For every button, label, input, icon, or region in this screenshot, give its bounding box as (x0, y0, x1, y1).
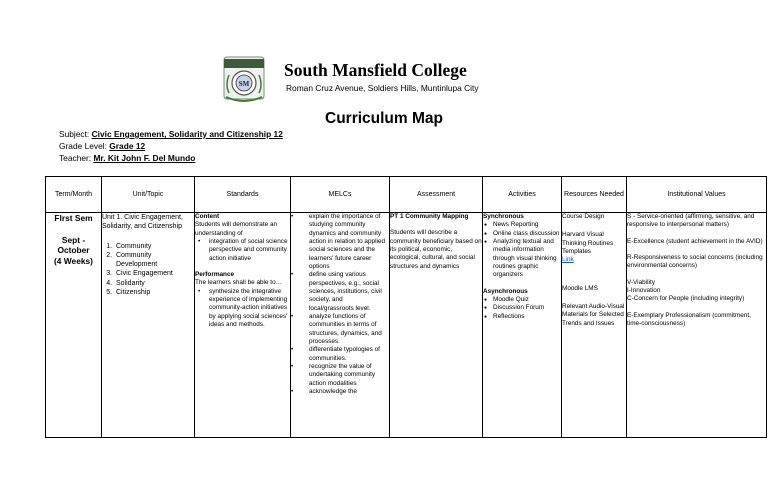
resource-moodle: Moodle LMS (562, 284, 598, 292)
performance-list (195, 288, 290, 330)
content-text: Students will demonstrate an understanding of (195, 221, 278, 237)
list-item: • explain the importance of studying community dynamics and community action in relation to applied social sciences and the learners' future career options (291, 213, 389, 271)
list-item: 4. Solidarity (114, 279, 194, 288)
header-assessment: Assessment (390, 177, 483, 213)
curriculum-map-table (45, 176, 767, 438)
resource-av-materials: Relevant Audio-Visual Materials for Selected Trends and Issues (562, 302, 625, 327)
content-heading: Content (195, 213, 220, 220)
asynchronous-heading: Asynchronous (483, 287, 528, 295)
list-item: • recognize the value of undertaking community action modalities (291, 363, 389, 388)
list-item: ● News Reporting (483, 221, 561, 229)
list-item: ● Discussion Forum (483, 304, 561, 312)
header-unit-topic: Unit/Topic (102, 177, 195, 213)
header-institutional-values: Institutional Values (627, 177, 767, 213)
list-item: ● Moodle Quiz (483, 296, 561, 304)
resources-cell (562, 213, 627, 438)
activities-cell (483, 213, 562, 438)
synchronous-list (483, 221, 561, 279)
unit-title: Unit 1. Civic Engagement, Solidarity, and Citizenship (102, 214, 183, 231)
table-row (46, 213, 767, 438)
list-item: 1. Community (114, 242, 194, 251)
list-item: • differentiate typologies of communities. (291, 346, 389, 363)
term-months: Sept - October (57, 234, 90, 255)
resource-link[interactable]: Link (562, 256, 574, 264)
assessment-cell (390, 213, 483, 438)
performance-text: The learners shall be able to… (195, 279, 283, 287)
value-excellence: E-Excellence (student achievement in the AVID) (627, 237, 763, 245)
grade-line (59, 141, 145, 151)
term-cell (46, 213, 102, 438)
content-list (195, 238, 290, 263)
grade-label: Grade Level: (59, 141, 107, 151)
header-melcs: MELCs (291, 177, 390, 213)
teacher-value: Mr. Kit John F. Del Mundo (93, 153, 196, 163)
list-item: ● Analyzing textual and media information through visual thinking routines graphic organizers (483, 238, 561, 280)
term-semester: FIrst Sem (54, 213, 93, 223)
performance-heading: Performance (195, 270, 235, 278)
value-vic: V-Viability I-Innovation C-Concern for People (including integrity) (627, 278, 745, 303)
header-standards: Standards (195, 177, 291, 213)
value-responsiveness: R-Responsiveness to social concerns (including environmental concerns) (627, 253, 763, 270)
melcs-list (291, 213, 389, 396)
value-service: S - Service-oriented (affirming, sensitive, and responsive to interpersonal matters) (627, 213, 755, 229)
melcs-cell (291, 213, 390, 438)
grade-value: Grade 12 (109, 141, 146, 151)
subject-line (59, 129, 283, 139)
resource-visual-thinking: Harvard Visual Thinking Routines Templates (562, 231, 614, 255)
list-item: • synthesize the integrative experience of implementing community-action initiatives by applying social sciences' ideas and methods. (195, 288, 290, 330)
svg-text:SM: SM (238, 80, 250, 88)
list-item: • acknowledge the (291, 388, 389, 396)
header-resources: Resources Needed (562, 177, 627, 213)
header-term-month: Term/Month (46, 177, 102, 213)
list-item: • integration of social science perspective and community action initiative (195, 238, 290, 263)
standards-cell (195, 213, 291, 438)
synchronous-heading: Synchronous (483, 213, 524, 220)
resource-course-design: Course Design (562, 213, 605, 220)
assessment-heading: PT 1 Community Mapping (390, 213, 469, 220)
asynchronous-list (483, 296, 561, 321)
table-header-row (46, 177, 767, 213)
unit-topic-list (102, 242, 194, 297)
subject-value: Civic Engagement, Solidarity and Citizenship 12 (91, 129, 283, 139)
header-activities: Activities (483, 177, 562, 213)
list-item: 2. Community Development (114, 251, 194, 269)
college-logo (221, 55, 267, 107)
assessment-text: Students will describe a community beneficiary based on its political, economic, ecological, cultural, and social structures and dynamics (390, 229, 482, 270)
list-item: 5. Citizenship (114, 288, 194, 297)
list-item: • analyze functions of communities in terms of structures, dynamics, and processes. (291, 313, 389, 346)
teacher-line (59, 153, 195, 163)
subject-label: Subject: (59, 129, 90, 139)
list-item: ● Online class discussion (483, 230, 561, 238)
document-title: Curriculum Map (325, 110, 443, 127)
college-name: South Mansfield College (284, 60, 467, 80)
list-item: ● Reflections (483, 313, 561, 321)
teacher-label: Teacher: (59, 153, 92, 163)
college-address: Roman Cruz Avenue, Soldiers Hills, Muntinlupa City (286, 83, 479, 93)
value-exemplary: E-Exemplary Professionalism (commitment, time-consciousness) (627, 311, 751, 327)
list-item: 3. Civic Engagement (114, 269, 194, 278)
unit-cell (102, 213, 195, 438)
term-duration: (4 Weeks) (54, 255, 93, 266)
list-item: • define using various perspectives, e.g., social sciences, institutions, civil society, and local/grassroots level. (291, 271, 389, 313)
values-cell (627, 213, 767, 438)
